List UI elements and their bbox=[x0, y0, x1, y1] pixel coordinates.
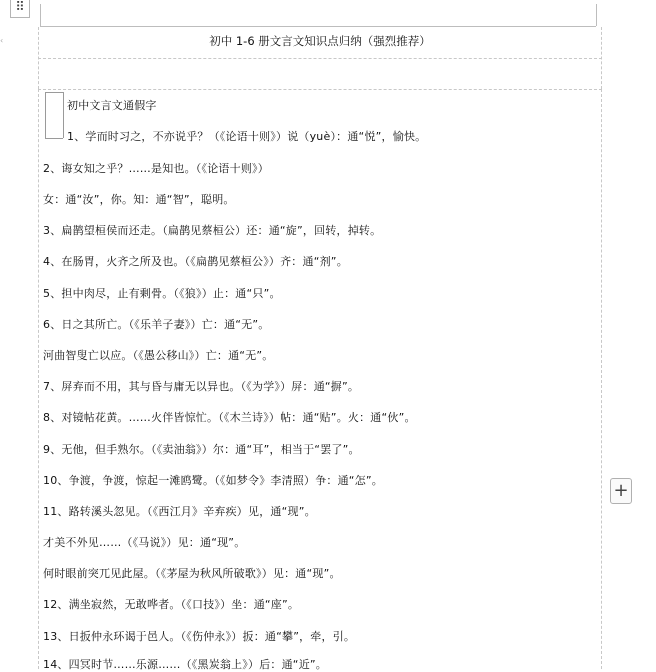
page-header-title: 初中 1-6 册文言文知识点归纳（强烈推荐） bbox=[209, 34, 431, 48]
text-line: 14、四冥时节……乐源……（《黑炭翁上》）后：通“近”。 bbox=[43, 658, 327, 671]
text-line: 12、满坐寂然，无敢哗者。（《口技》）坐：通“座”。 bbox=[43, 598, 300, 611]
text-line: 10、争渡，争渡，惊起一滩鸥鹭。（《如梦令》李清照）争：通“怎”。 bbox=[43, 474, 383, 487]
text-line: 11、路转溪头忽见。（《西江月》辛弃疾）见，通“现”。 bbox=[43, 505, 316, 518]
section-heading: 初中文言文通假字 bbox=[67, 99, 157, 112]
drag-handle-icon[interactable]: ⠿ bbox=[10, 0, 30, 18]
text-line: 女：通“汝”，你。知：通“智”，聪明。 bbox=[43, 193, 235, 206]
body-frame-left bbox=[38, 89, 39, 669]
text-line: 9、无他，但手熟尔。（《卖油翁》）尔：通“耳”，相当于“罢了”。 bbox=[43, 443, 360, 456]
text-line: 3、扁鹊望桓侯而还走。（扁鹊见蔡桓公）还：通“旋”，回转，掉转。 bbox=[43, 224, 382, 237]
page-corner-right bbox=[596, 4, 597, 26]
selection-bracket bbox=[45, 92, 63, 93]
margin-marker: ‹ bbox=[0, 36, 4, 45]
selection-bracket bbox=[63, 92, 64, 138]
page-corner-left bbox=[40, 4, 41, 26]
text-line: 河曲智叟亡以应。（《愚公移山》）亡：通“无”。 bbox=[43, 349, 274, 362]
body-frame-right bbox=[601, 89, 602, 669]
header-bottom-divider bbox=[38, 89, 602, 90]
selection-bracket bbox=[45, 92, 46, 138]
text-line: 7、屏弃而不用，其与昏与庸无以异也。（《为学》）屏：通“摒”。 bbox=[43, 380, 360, 393]
text-line: 5、担中肉尽，止有剩骨。（《狼》）止：通“只”。 bbox=[43, 287, 281, 300]
selection-bracket bbox=[45, 138, 63, 139]
text-line: 才美不外见……（《马说》）见：通“现”。 bbox=[43, 536, 246, 549]
text-line: 6、日之其所亡。（《乐羊子妻》）亡：通“无”。 bbox=[43, 318, 270, 331]
header-divider bbox=[38, 58, 602, 59]
text-line: 2、诲女知之乎？……是知也。（《论语十则》） bbox=[43, 162, 269, 175]
text-line: 何时眼前突兀见此屋。（《茅屋为秋风所破歌》）见：通“现”。 bbox=[43, 567, 341, 580]
text-line: 4、在肠胃，火齐之所及也。（《扁鹊见蔡桓公》）齐：通“剂”。 bbox=[43, 255, 348, 268]
text-line: 13、日扳仲永环谒于邑人。（《伤仲永》）扳：通“攀”，牵，引。 bbox=[43, 630, 356, 643]
text-line: 1、学而时习之，不亦说乎？（《论语十则》）说（yuè）：通“悦”，愉快。 bbox=[67, 130, 427, 143]
add-block-button[interactable]: + bbox=[610, 478, 632, 504]
text-line: 8、对镜帖花黄。……火伴皆惊忙。（《木兰诗》）帖：通“贴”。火：通“伙”。 bbox=[43, 411, 416, 424]
